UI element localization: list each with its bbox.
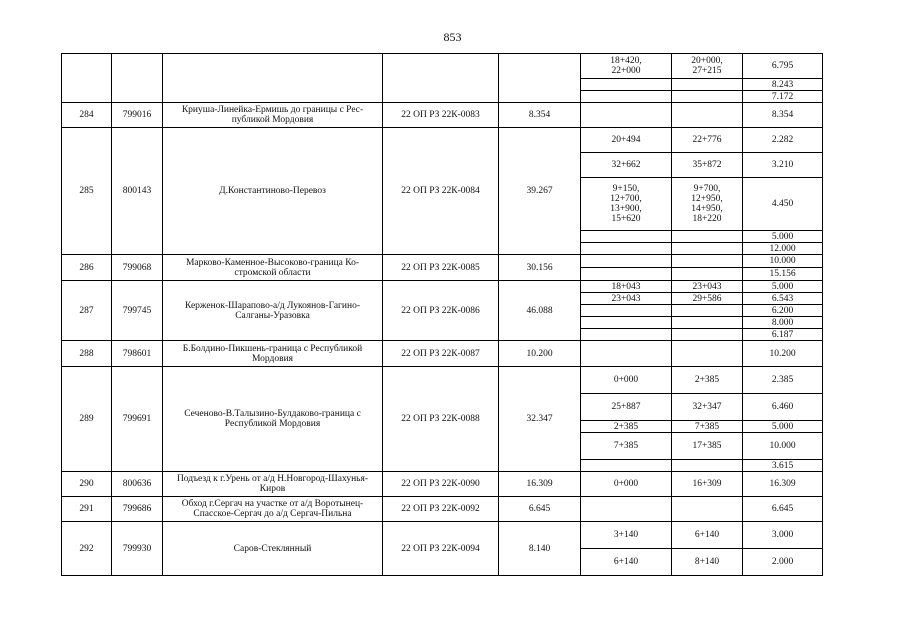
segment-start-cell: 18+420, 22+000 xyxy=(581,54,672,79)
table-row xyxy=(62,472,823,497)
segment-start-cell: 3+140 xyxy=(581,522,672,549)
segment-length-cell: 3.000 xyxy=(743,522,823,549)
table-row xyxy=(62,103,823,128)
registration-number-cell: 22 ОП РЗ 22К-0090 xyxy=(383,472,499,497)
total-length-cell: 16.309 xyxy=(499,472,581,497)
road-name-cell: Марково-Каменное-Высоково-граница Ко-стромской области xyxy=(163,255,383,281)
total-length-cell xyxy=(499,54,581,103)
row-number-cell: 286 xyxy=(62,255,112,281)
row-number-cell xyxy=(62,54,112,103)
table-row xyxy=(62,54,823,79)
segment-end-cell: 17+385 xyxy=(672,433,743,460)
table-row xyxy=(62,497,823,522)
total-length-cell: 6.645 xyxy=(499,497,581,522)
table-row xyxy=(62,128,823,153)
row-number-cell: 284 xyxy=(62,103,112,128)
segment-end-cell xyxy=(672,231,743,243)
segment-start-cell xyxy=(581,329,672,341)
road-name-cell: Обход г.Сергач на участке от а/д Воротынец-Спасское-Сергач до а/д Сергач-Пильна xyxy=(163,497,383,522)
segment-end-cell: 9+700, 12+950, 14+950, 18+220 xyxy=(672,178,743,231)
segment-start-cell: 0+000 xyxy=(581,472,672,497)
table-row xyxy=(62,367,823,394)
road-name-cell: Сеченово-В.Талызино-Булдаково-граница с Республикой Мордовия xyxy=(163,367,383,472)
segment-start-cell: 32+662 xyxy=(581,153,672,178)
segment-end-cell xyxy=(672,460,743,472)
row-number-cell: 285 xyxy=(62,128,112,255)
registration-number-cell: 22 ОП РЗ 22К-0087 xyxy=(383,341,499,367)
segment-start-cell xyxy=(581,103,672,128)
total-length-cell: 8.354 xyxy=(499,103,581,128)
total-length-cell: 32.347 xyxy=(499,367,581,472)
segment-length-cell: 10.200 xyxy=(743,341,823,367)
segment-end-cell: 20+000, 27+215 xyxy=(672,54,743,79)
segment-start-cell xyxy=(581,91,672,103)
segment-end-cell: 35+872 xyxy=(672,153,743,178)
road-code-cell: 799930 xyxy=(112,522,163,576)
segment-end-cell xyxy=(672,305,743,317)
segment-length-cell: 16.309 xyxy=(743,472,823,497)
segment-start-cell xyxy=(581,231,672,243)
segment-start-cell xyxy=(581,341,672,367)
segment-end-cell: 29+586 xyxy=(672,293,743,305)
road-name-cell: Саров-Стеклянный xyxy=(163,522,383,576)
segment-length-cell: 7.172 xyxy=(743,91,823,103)
segment-start-cell xyxy=(581,497,672,522)
road-code-cell: 800636 xyxy=(112,472,163,497)
segment-start-cell: 0+000 xyxy=(581,367,672,394)
registration-number-cell: 22 ОП РЗ 22К-0083 xyxy=(383,103,499,128)
row-number-cell: 289 xyxy=(62,367,112,472)
segment-length-cell: 4.450 xyxy=(743,178,823,231)
row-number-cell: 287 xyxy=(62,281,112,341)
segment-start-cell: 6+140 xyxy=(581,549,672,576)
segment-end-cell: 22+776 xyxy=(672,128,743,153)
segment-length-cell: 6.795 xyxy=(743,54,823,79)
segment-end-cell: 23+043 xyxy=(672,281,743,293)
segment-length-cell: 6.645 xyxy=(743,497,823,522)
segment-start-cell: 25+887 xyxy=(581,394,672,421)
road-code-cell: 800143 xyxy=(112,128,163,255)
road-name-cell: Б.Болдино-Пикшень-граница с Республикой Мордовия xyxy=(163,341,383,367)
segment-length-cell: 8.000 xyxy=(743,317,823,329)
segment-length-cell: 6.187 xyxy=(743,329,823,341)
road-code-cell: 799016 xyxy=(112,103,163,128)
segment-length-cell: 2.282 xyxy=(743,128,823,153)
segment-start-cell xyxy=(581,305,672,317)
road-code-cell: 799686 xyxy=(112,497,163,522)
segment-end-cell xyxy=(672,317,743,329)
segment-start-cell xyxy=(581,79,672,91)
segment-start-cell: 18+043 xyxy=(581,281,672,293)
road-code-cell xyxy=(112,54,163,103)
segment-end-cell: 7+385 xyxy=(672,421,743,433)
total-length-cell: 30.156 xyxy=(499,255,581,281)
total-length-cell: 46.088 xyxy=(499,281,581,341)
segment-end-cell xyxy=(672,243,743,255)
road-code-cell: 799745 xyxy=(112,281,163,341)
segment-length-cell: 2.000 xyxy=(743,549,823,576)
segment-end-cell xyxy=(672,91,743,103)
segment-length-cell: 6.200 xyxy=(743,305,823,317)
segment-end-cell: 8+140 xyxy=(672,549,743,576)
road-name-cell xyxy=(163,54,383,103)
segment-length-cell: 5.000 xyxy=(743,281,823,293)
segment-start-cell: 7+385 xyxy=(581,433,672,460)
page-number: 853 xyxy=(443,30,462,44)
segment-end-cell xyxy=(672,268,743,281)
segment-end-cell xyxy=(672,255,743,268)
segment-length-cell: 10.000 xyxy=(743,433,823,460)
total-length-cell: 8.140 xyxy=(499,522,581,576)
segment-start-cell: 9+150, 12+700, 13+900, 15+620 xyxy=(581,178,672,231)
registration-number-cell: 22 ОП РЗ 22К-0085 xyxy=(383,255,499,281)
road-register-table xyxy=(61,53,823,576)
segment-end-cell xyxy=(672,79,743,91)
registration-number-cell: 22 ОП РЗ 22К-0086 xyxy=(383,281,499,341)
table-row xyxy=(62,522,823,549)
road-name-cell: Криуша-Линейка-Ермишь до границы с Рес-публикой Мордовия xyxy=(163,103,383,128)
segment-end-cell: 32+347 xyxy=(672,394,743,421)
segment-start-cell: 20+494 xyxy=(581,128,672,153)
segment-end-cell xyxy=(672,329,743,341)
road-name-cell: Д.Константиново-Перевоз xyxy=(163,128,383,255)
segment-end-cell xyxy=(672,103,743,128)
segment-start-cell xyxy=(581,255,672,268)
total-length-cell: 10.200 xyxy=(499,341,581,367)
table-row xyxy=(62,341,823,367)
segment-length-cell: 15.156 xyxy=(743,268,823,281)
road-code-cell: 799691 xyxy=(112,367,163,472)
row-number-cell: 290 xyxy=(62,472,112,497)
segment-end-cell xyxy=(672,341,743,367)
row-number-cell: 288 xyxy=(62,341,112,367)
total-length-cell: 39.267 xyxy=(499,128,581,255)
road-code-cell: 798601 xyxy=(112,341,163,367)
segment-start-cell xyxy=(581,460,672,472)
segment-start-cell: 23+043 xyxy=(581,293,672,305)
segment-start-cell: 2+385 xyxy=(581,421,672,433)
table-row xyxy=(62,281,823,293)
segment-length-cell: 5.000 xyxy=(743,421,823,433)
registration-number-cell: 22 ОП РЗ 22К-0094 xyxy=(383,522,499,576)
segment-start-cell xyxy=(581,317,672,329)
segment-length-cell: 8.354 xyxy=(743,103,823,128)
registration-number-cell: 22 ОП РЗ 22К-0084 xyxy=(383,128,499,255)
segment-end-cell: 6+140 xyxy=(672,522,743,549)
segment-end-cell: 16+309 xyxy=(672,472,743,497)
segment-length-cell: 3.210 xyxy=(743,153,823,178)
segment-length-cell: 6.543 xyxy=(743,293,823,305)
segment-start-cell xyxy=(581,243,672,255)
road-code-cell: 799068 xyxy=(112,255,163,281)
row-number-cell: 291 xyxy=(62,497,112,522)
registration-number-cell xyxy=(383,54,499,103)
registration-number-cell: 22 ОП РЗ 22К-0088 xyxy=(383,367,499,472)
segment-length-cell: 8.243 xyxy=(743,79,823,91)
segment-length-cell: 2.385 xyxy=(743,367,823,394)
segment-length-cell: 12.000 xyxy=(743,243,823,255)
table-row xyxy=(62,255,823,268)
segment-length-cell: 10.000 xyxy=(743,255,823,268)
segment-start-cell xyxy=(581,268,672,281)
segment-end-cell xyxy=(672,497,743,522)
segment-length-cell: 3.615 xyxy=(743,460,823,472)
segment-length-cell: 5.000 xyxy=(743,231,823,243)
row-number-cell: 292 xyxy=(62,522,112,576)
segment-end-cell: 2+385 xyxy=(672,367,743,394)
registration-number-cell: 22 ОП РЗ 22К-0092 xyxy=(383,497,499,522)
road-name-cell: Керженок-Шарапово-а/д Лукоянов-Гагино-Салганы-Уразовка xyxy=(163,281,383,341)
road-name-cell: Подъезд к г.Урень от а/д Н.Новгород-Шахунья-Киров xyxy=(163,472,383,497)
segment-length-cell: 6.460 xyxy=(743,394,823,421)
